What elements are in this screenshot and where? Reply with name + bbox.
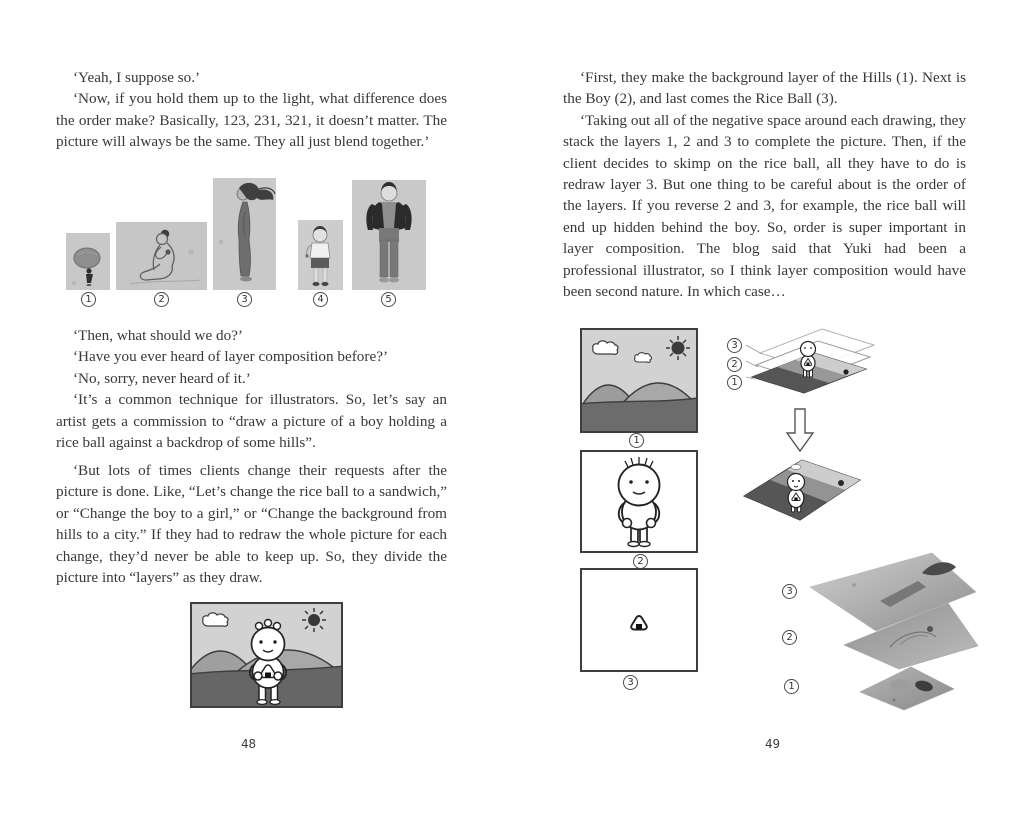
figure-label-4: 4 [313, 292, 328, 307]
paragraph: ‘It’s a common technique for illustrators. So, let’s say an artist gets a commission to “draw a picture of a boy holding a rice ball against a backdrop of some hills”. [56, 391, 447, 452]
diagram-stacked-layers [746, 327, 878, 412]
page-number-right: 49 [765, 736, 781, 751]
figure-label-2: 2 [154, 292, 169, 307]
left-text-top [56, 67, 447, 153]
stack-label-2: 2 [727, 357, 742, 372]
paragraph: ‘Then, what should we do?’ [73, 327, 243, 344]
page-number-left: 48 [241, 736, 257, 751]
right-text [563, 67, 966, 302]
diagram-merged-layer [736, 452, 868, 529]
paragraph: ‘No, sorry, never heard of it.’ [73, 369, 251, 387]
layer-box-label-1: 1 [629, 433, 644, 448]
photo-stack-label-2: 2 [782, 630, 797, 645]
left-text-bottom [56, 460, 447, 588]
photo-stack-label-3: 3 [782, 584, 797, 599]
figure-umbrella-person-topview [66, 233, 110, 290]
layer-box-label-3: 3 [623, 675, 638, 690]
paragraph: ‘Have you ever heard of layer composition before?’ [73, 348, 388, 366]
diagram-photo-stack [772, 545, 982, 720]
figure-person-jacket [352, 180, 426, 290]
layer-box-riceball [580, 568, 698, 672]
layer-box-hills [580, 328, 698, 433]
stack-label-1: 1 [727, 375, 742, 390]
down-arrow-icon [785, 408, 815, 458]
paragraph: ‘But lots of times clients change their requests after the picture is done. Like, “Let’s change the rice ball to a sandwich,” or “Change the boy to a girl,” or “Change the background from hills to a city.” If they had to redraw the whole picture for each change, they’d never be able to keep up. So, they divide the picture into “layers” as they draw. [56, 462, 447, 587]
paragraph: ‘Now, if you hold them up to the light, what difference does the order make? Basically, 123, 231, 321, it doesn’t matter. The picture will always be the same. They all just blend together.’ [56, 90, 447, 151]
illustration-boy-riceball-hills [190, 602, 343, 708]
figure-label-5: 5 [381, 292, 396, 307]
figure-boy [298, 220, 343, 290]
left-text-middle [56, 325, 447, 453]
paragraph: ‘Yeah, I suppose so.’ [73, 69, 201, 86]
photo-stack-label-1: 1 [784, 679, 799, 694]
layer-box-label-2: 2 [633, 554, 648, 569]
figure-kneeling-woman [116, 222, 207, 290]
paragraph: ‘First, they make the background layer of the Hills (1). Next is the Boy (2), and last comes the Rice Ball (3). [563, 69, 966, 108]
paragraph: ‘Taking out all of the negative space around each drawing, they stack the layers 1, 2 and 3 to complete the picture. Then, if the client decides to skimp on the rice ball, all they have to do is redraw layer 3. But one thing to be careful about is the order of the layers. If you reverse 2 and 3, for example, the rice ball will end up hidden behind the boy. So, order is super important in layer composition. The blog said that Yuki had been a professional illustrator, so I think layer composition would have been second nature. In which case… [563, 111, 966, 301]
figure-standing-woman [213, 178, 276, 290]
figure-label-1: 1 [81, 292, 96, 307]
layer-box-boy [580, 450, 698, 553]
stack-label-3: 3 [727, 338, 742, 353]
figure-label-3: 3 [237, 292, 252, 307]
